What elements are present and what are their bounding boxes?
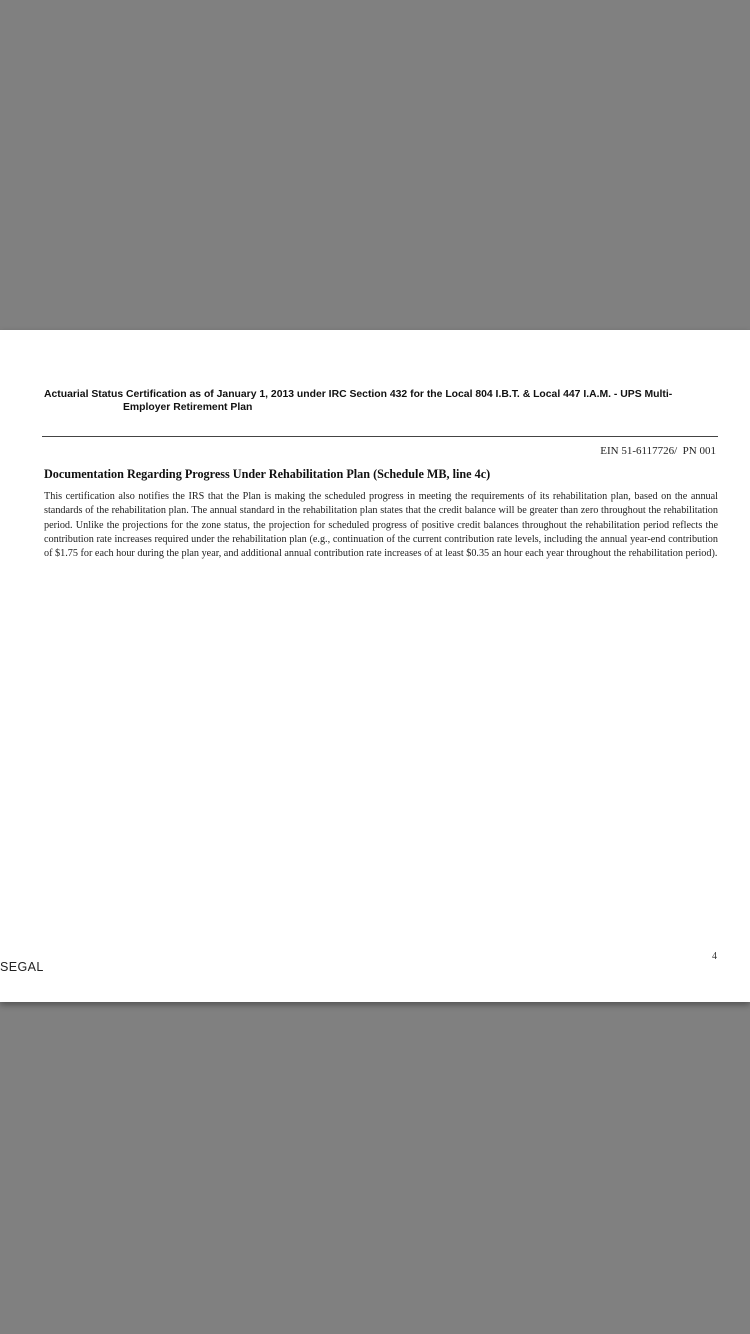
header-title-line2: Employer Retirement Plan <box>123 402 253 413</box>
header-divider <box>42 436 718 437</box>
document-header-title <box>44 388 724 414</box>
page-number: 4 <box>712 951 717 962</box>
ein-label: EIN 51-6117726/ PN 001 <box>600 445 716 457</box>
body-paragraph: This certification also notifies the IRS that the Plan is making the scheduled progress in meeting the requirements of its rehabilitation plan, based on the annual standards of the rehabilitation plan. The annual standard in the rehabilitation plan states that the credit balance will be greater than zero throughout the rehabilitation period. Unlike the projections for the zone status, the projection for scheduled progress of positive credit balances throughout the rehabilitation period reflects the contribution rate increases required under the rehabilitation plan (e.g., continuation of the current contribution rate levels, including the annual year-end contribution of $1.75 for each hour during the plan year, and additional annual contribution rate increases of at least $0.35 an hour each year throughout the rehabilitation period). <box>44 491 718 560</box>
segal-logo: SEGAL <box>0 960 44 974</box>
section-heading: Documentation Regarding Progress Under Rehabilitation Plan (Schedule MB, line 4c) <box>44 467 491 481</box>
header-title-line1: Actuarial Status Certification as of January 1, 2013 under IRC Section 432 for the Local 804 I.B.T. & Local 447 I.A.M. - UPS Multi- <box>44 389 673 400</box>
document-page <box>0 330 750 1002</box>
